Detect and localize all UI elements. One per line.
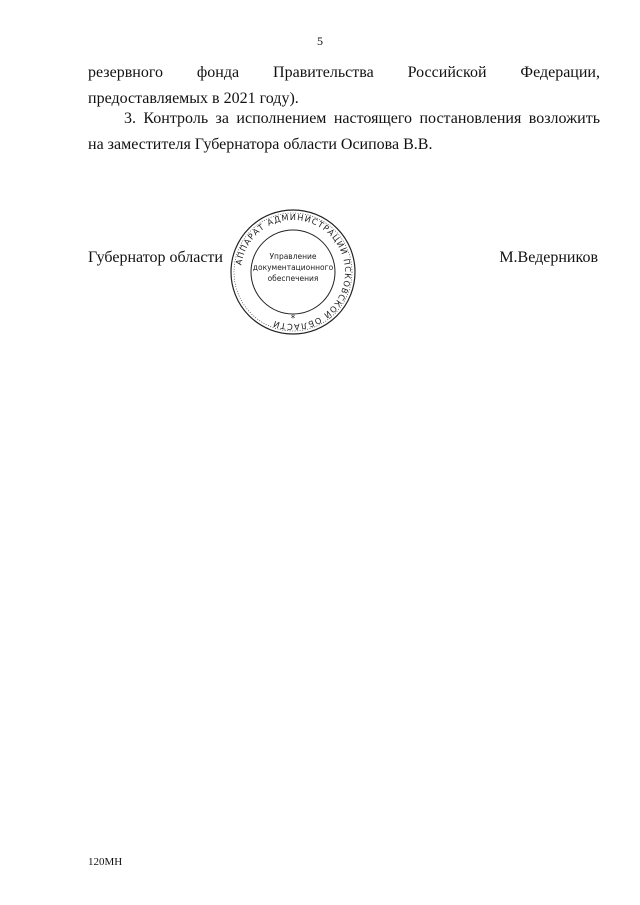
- paragraph-reserve-fund: [88, 60, 600, 112]
- seal-center-line: Управление: [269, 252, 317, 261]
- paragraph-line: предоставляемых в 2021 году).: [88, 90, 299, 107]
- page-number: 5: [317, 34, 323, 48]
- seal-center-line: документационного: [252, 263, 334, 272]
- paragraph-line: на заместителя Губернатора области Осипова В.В.: [88, 136, 433, 153]
- seal-star-icon: *: [290, 314, 296, 324]
- official-seal: [228, 207, 358, 337]
- paragraph-line: резервного фонда Правительства Российской Федерации,: [88, 64, 600, 81]
- seal-center-line: обеспечения: [267, 274, 319, 283]
- paragraph-control-clause: [88, 106, 600, 158]
- seal-ring-text: АППАРАТ АДМИНИСТРАЦИИ ПСКОВСКОЙ ОБЛАСТИ: [233, 211, 354, 333]
- seal-inner-ring: [251, 230, 335, 314]
- signatory-title: Губернатор области: [88, 249, 223, 266]
- paragraph-line: 3. Контроль за исполнением настоящего постановления возложить: [124, 110, 600, 127]
- document-code: 120МН: [88, 856, 123, 868]
- signatory-name: М.Ведерников: [499, 249, 598, 266]
